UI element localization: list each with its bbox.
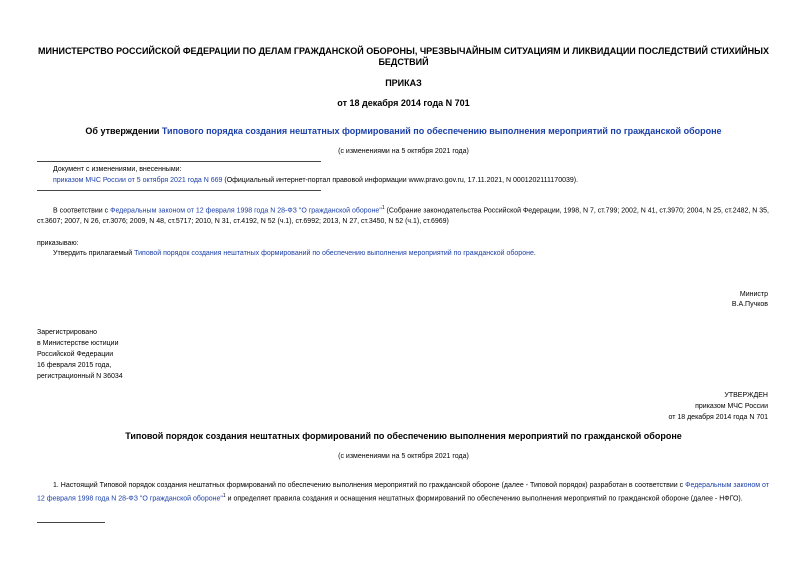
approved-line: УТВЕРЖДЕН <box>724 392 768 399</box>
doc-title <box>0 126 807 136</box>
changes-rest: (Официальный интернет-портал правовой информации www.pravo.gov.ru, 17.11.2021, N 0001202111170039). <box>222 177 579 184</box>
registration-line: регистрационный N 36034 <box>37 373 123 380</box>
approved-line: от 18 декабря 2014 года N 701 <box>668 414 768 421</box>
approved-line: приказом МЧС России <box>695 403 768 410</box>
signature-name: В.А.Пучков <box>731 301 768 308</box>
amended-note: (с изменениями на 5 октября 2021 года) <box>338 148 469 155</box>
approved-block <box>560 390 768 423</box>
footnote-ref[interactable]: 1 <box>381 205 385 211</box>
approve-link[interactable]: Типовой порядок создания нештатных формирований по обеспечению выполнения мероприятий по гражданской обороне <box>134 250 534 257</box>
signature-position: Министр <box>739 291 768 298</box>
point-1-rest: и определяет правила создания и оснащения нештатных формирований по обеспечению выполнения мероприятий по гражданской обороне (далее - НФГО). <box>225 495 743 503</box>
section-amended: (с изменениями на 5 октября 2021 года) <box>338 453 469 460</box>
registration-block <box>37 327 237 382</box>
divider-top <box>37 161 321 162</box>
point-1-law-link[interactable]: Федеральным законом от 12 февраля 1998 года N 28-ФЗ "О гражданской обороне" <box>37 482 769 503</box>
registration-line: 16 февраля 2015 года, <box>37 362 112 369</box>
footnote-divider <box>37 522 105 523</box>
point-1-start: 1. Настоящий Типовой порядок создания нештатных формирований по обеспечению выполнения мероприятий по гражданской обороне (далее - Типовой порядок) разработан в соответствии с <box>53 482 686 489</box>
point-1 <box>37 480 769 504</box>
registration-line: в Министерстве юстиции <box>37 340 119 347</box>
approve-end: . <box>533 250 536 257</box>
changes-link[interactable]: приказом МЧС России от 5 октября 2021 года N 669 <box>53 177 223 184</box>
order-word: приказываю: <box>37 240 79 247</box>
divider-bottom <box>37 190 321 191</box>
doc-date: от 18 декабря 2014 года N 701 <box>337 98 470 108</box>
changes-line2 <box>53 175 773 186</box>
ministry-heading: МИНИСТЕРСТВО РОССИЙСКОЙ ФЕДЕРАЦИИ ПО ДЕЛАМ ГРАЖДАНСКОЙ ОБОРОНЫ, ЧРЕЗВЫЧАЙНЫМ СИТУАЦИЯМ И ЛИКВИДАЦИИ ПОСЛЕДСТВИЙ СТИХИЙНЫХ БЕДСТВИЙ <box>38 46 769 67</box>
preamble-start: В соответствии с <box>53 207 111 215</box>
doc-title-link[interactable]: Типового порядка создания нештатных формирований по обеспечению выполнения мероприятий по гражданской обороне <box>161 126 722 136</box>
doc-type: ПРИКАЗ <box>385 78 422 88</box>
doc-title-prefix: Об утверждении <box>85 126 162 136</box>
point-1-footnote-ref[interactable]: 1 <box>222 493 226 499</box>
approve-paragraph <box>53 248 773 259</box>
approve-start: Утвердить прилагаемый <box>53 250 135 257</box>
registration-line: Российской Федерации <box>37 351 114 358</box>
registration-line: Зарегистрировано <box>37 329 97 336</box>
law-link[interactable]: Федеральным законом от 12 февраля 1998 года N 28-ФЗ "О гражданской обороне" <box>110 207 382 215</box>
preamble-rest: (Собрание законодательства Российской Федерации, 1998, N 7, ст.799; 2002, N 41, ст.3970; 2004, N 25, ст.2482, N 35, ст.3607; 2007, N 26, ст.3076; 2009, N 48, ст.5717; 2010, N 31, ст.4192, N 52 (ч.1), ст.6992; 2013, N 27, ст.3450, N 52 (ч.1), ст.6969) <box>37 207 770 226</box>
changes-line1: Документ с изменениями, внесенными: <box>53 166 182 173</box>
section-title: Типовой порядок создания нештатных формирований по обеспечению выполнения мероприятий по гражданской обороне <box>125 431 682 441</box>
preamble <box>37 203 769 227</box>
